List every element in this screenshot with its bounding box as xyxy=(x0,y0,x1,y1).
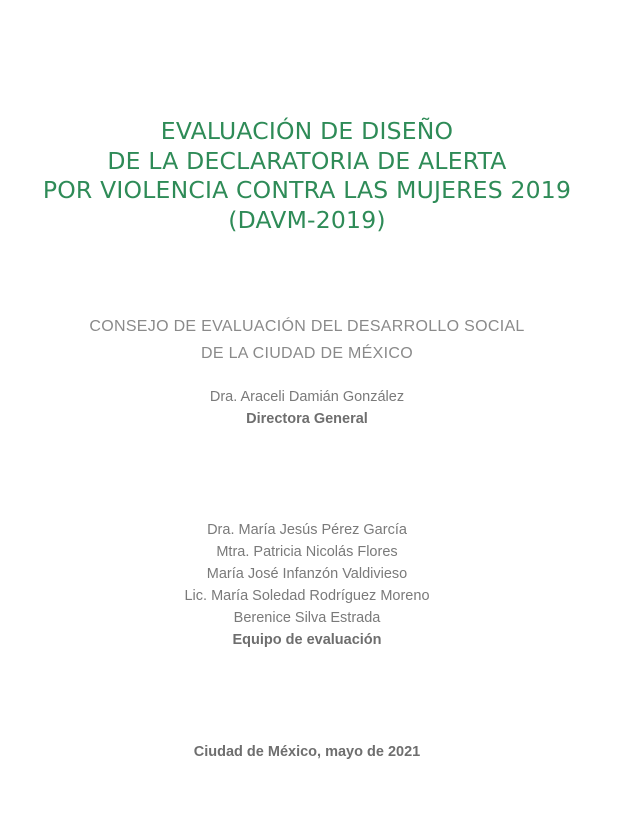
council-line-1: CONSEJO DE EVALUACIÓN DEL DESARROLLO SOCIAL xyxy=(89,318,525,335)
title-line-4: (DAVM-2019) xyxy=(228,205,386,234)
director-role: Directora General xyxy=(246,411,368,427)
director-credit xyxy=(0,386,614,430)
team-member: Berenice Silva Estrada xyxy=(233,610,381,626)
council-line-2: DE LA CIUDAD DE MÉXICO xyxy=(201,345,413,362)
team-role: Equipo de evaluación xyxy=(232,632,382,648)
evaluation-team xyxy=(0,519,614,651)
title-line-2: DE LA DECLARATORIA DE ALERTA xyxy=(107,146,507,175)
title-line-1: EVALUACIÓN DE DISEÑO xyxy=(160,117,454,145)
director-name: Dra. Araceli Damián González xyxy=(209,389,405,405)
team-member: Mtra. Patricia Nicolás Flores xyxy=(216,544,398,560)
team-member: María José Infanzón Valdivieso xyxy=(206,566,408,582)
team-member: Dra. María Jesús Pérez García xyxy=(207,522,407,538)
team-member: Lic. María Soledad Rodríguez Moreno xyxy=(184,588,430,604)
place-and-date: Ciudad de México, mayo de 2021 xyxy=(193,744,421,760)
council-name xyxy=(0,313,614,367)
document-title xyxy=(0,117,614,235)
title-line-3: POR VIOLENCIA CONTRA LAS MUJERES 2019 xyxy=(42,176,572,204)
